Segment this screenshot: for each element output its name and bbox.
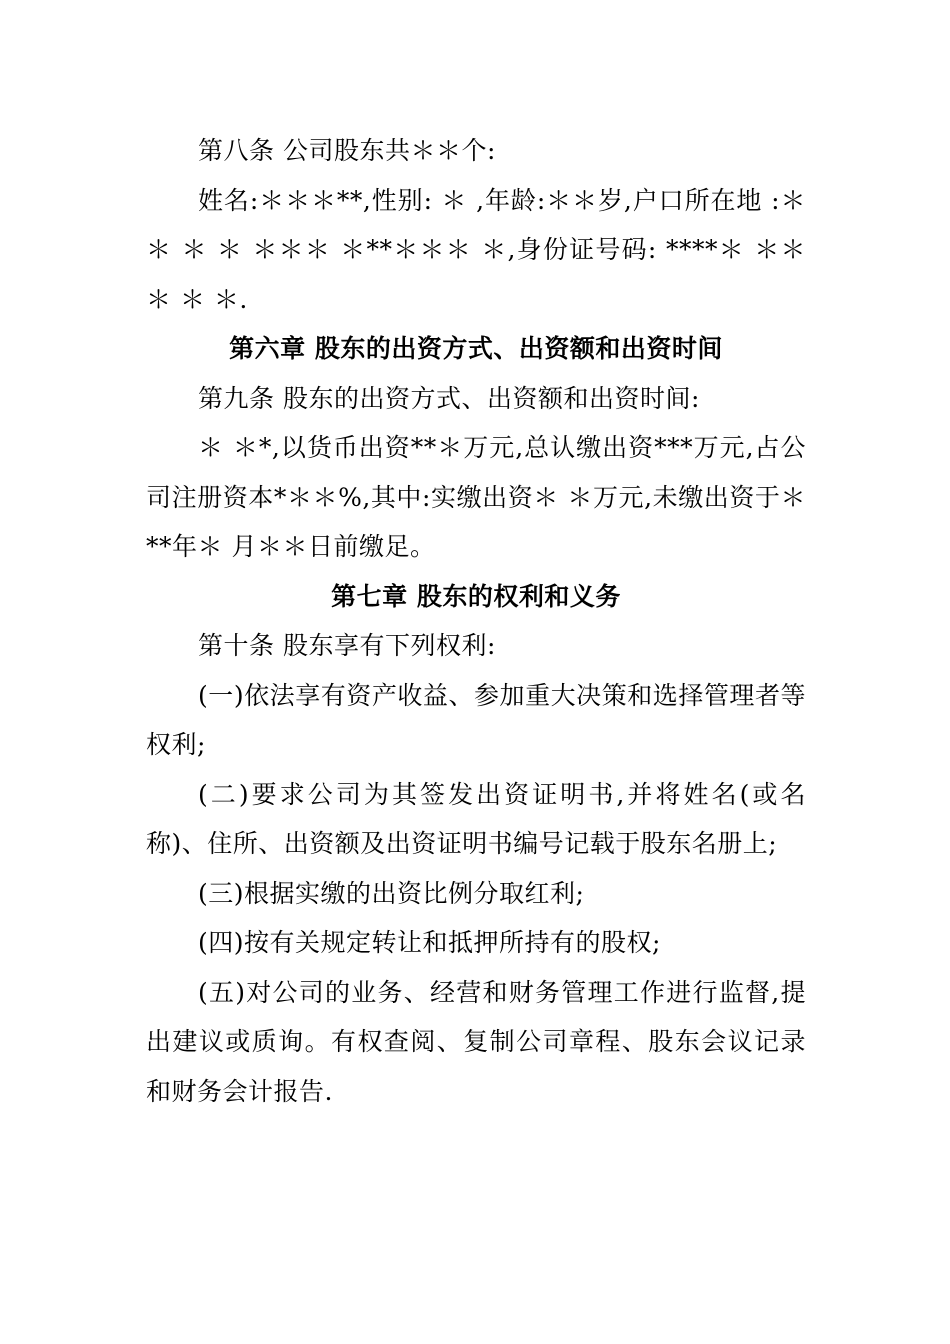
article-9-body: ＊ ＊*,以货币出资**＊万元,总认缴出资***万元,占公司注册资本*＊＊%,其中:实缴出资＊ ＊万元,未缴出资于＊**年＊ 月＊＊日前缴足。	[146, 433, 806, 561]
article-8-body: 姓名:＊＊＊**,性别: ＊ ,年龄:＊＊岁,户口所在地 :＊＊ ＊ ＊ ＊＊＊ ＊**＊＊＊ ＊,身份证号码: ****＊ ＊＊＊ ＊ ＊.	[146, 185, 806, 314]
document-body	[146, 126, 806, 1116]
right-item-2: (二)要求公司为其签发出资证明书,并将姓名(或名称)、住所、出资额及出资证明书编号记载于股东名册上;	[146, 779, 806, 858]
article-10-title: 第十条 股东享有下列权利:	[198, 631, 496, 660]
right-item-1: (一)依法享有资产收益、参加重大决策和选择管理者等权利;	[146, 680, 806, 759]
right-item-3: (三)根据实缴的出资比例分取红利;	[198, 878, 585, 908]
chapter-6-heading: 第六章 股东的出资方式、出资额和出资时间	[229, 334, 723, 363]
chapter-7-heading: 第七章 股东的权利和义务	[331, 581, 621, 611]
right-item-4: (四)按有关规定转让和抵押所持有的股权;	[198, 928, 661, 957]
article-9-title: 第九条 股东的出资方式、出资额和出资时间:	[198, 383, 700, 413]
right-item-5: (五)对公司的业务、经营和财务管理工作进行监督,提出建议或质询。有权查阅、复制公司章程、股东会议记录和财务会计报告.	[146, 977, 806, 1106]
article-8-title: 第八条 公司股东共＊＊个:	[198, 136, 496, 165]
